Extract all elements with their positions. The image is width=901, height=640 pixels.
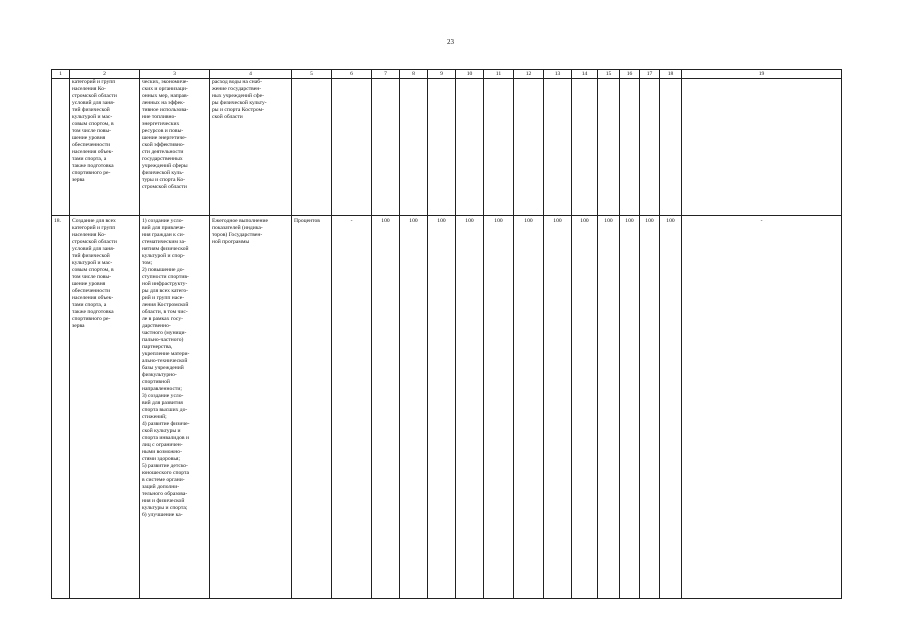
goal-cell: Создание для всех категорий и групп населения Ко- стромской области условий для заня- тий физической культурой и мас- совым спортом, в том числе повы- шение уровня обеспеченности населения объек- тами спорта, а также подготовка спортивного ре- зерва (70, 216, 140, 599)
value-cell: 100 (400, 216, 428, 599)
value-cell: 100 (544, 216, 572, 599)
indicator-cell: расход воды на снаб- жение государствен- ных учреждений сфе- ры физической культу- ры и спорта Костром- ской области (210, 79, 292, 216)
value-cell: 100 (456, 216, 484, 599)
col-header: 18 (660, 70, 682, 79)
tasks-cell: ческих, экономиче- ских и организаци- онных мер, направ- ленных на эффек- тивное использова- ние топливно- энергетических ресурсов и повы- шение энергетиче- ской эффективно- сти деятельности государственных учреждений сферы физической куль- туры и спорта Ко- стромской области (140, 79, 210, 216)
col-header: 8 (400, 70, 428, 79)
notes-cell: - (682, 216, 842, 599)
col-header: 9 (428, 70, 456, 79)
col-header: 13 (544, 70, 572, 79)
col-header: 10 (456, 70, 484, 79)
col-header: 1 (52, 70, 70, 79)
col-header: 5 (292, 70, 332, 79)
col-header: 6 (332, 70, 372, 79)
value-cell: 100 (514, 216, 544, 599)
page-number: 23 (447, 38, 454, 46)
value-cell: 100 (572, 216, 598, 599)
value-cell (456, 79, 484, 216)
col-header: 2 (70, 70, 140, 79)
table-row (52, 216, 842, 599)
value-cell: 100 (598, 216, 620, 599)
row-number: 18. (52, 216, 70, 599)
value-cell (640, 79, 660, 216)
value-cell (332, 79, 372, 216)
table-row (52, 79, 842, 216)
value-cell: 100 (484, 216, 514, 599)
value-cell: 100 (660, 216, 682, 599)
col-header: 17 (640, 70, 660, 79)
notes-cell (682, 79, 842, 216)
value-cell: 100 (620, 216, 640, 599)
value-cell (514, 79, 544, 216)
value-cell: 100 (428, 216, 456, 599)
value-cell (544, 79, 572, 216)
value-cell (400, 79, 428, 216)
goal-cell: категорий и групп населения Ко- стромской области условий для заня- тий физической культурой и мас- совым спортом, в том числе повы- шение уровня обеспеченности населения объек- тами спорта, а также подготовка спортивного ре- зерва (70, 79, 140, 216)
col-header: 7 (372, 70, 400, 79)
col-header: 15 (598, 70, 620, 79)
program-table (51, 69, 842, 599)
value-cell (620, 79, 640, 216)
row-number (52, 79, 70, 216)
value-cell (598, 79, 620, 216)
value-cell: - (332, 216, 372, 599)
value-cell (572, 79, 598, 216)
col-header: 19 (682, 70, 842, 79)
value-cell: 100 (640, 216, 660, 599)
value-cell (428, 79, 456, 216)
value-cell: 100 (372, 216, 400, 599)
value-cell (372, 79, 400, 216)
col-header: 3 (140, 70, 210, 79)
tasks-cell: 1) создание усло- вий для привлече- ния граждан к си- стематическим за- нятиям физической культурой и спор- том; 2) повышение до- ступности спортив- ной инфраструкту- ры для всех катего- рий и групп насе- ления Костромской области, в том чис- ле в рамках госу- дарственно- частного (муници- пально-частного) партнерства, укрепление матери- ально-технической базы учреждений физкультурно- спортивной направленности; 3) создание усло- вий для развития спорта высших до- стижений; 4) развитие физиче- ской культуры и спорта инвалидов и лиц с ограничен- ными возможно- стями здоровья; 5) развитие детско- юношеского спорта в системе органи- заций дополни- тельного образова- ния и физической культуры и спорта; 6) улучшение ка- (140, 216, 210, 599)
col-header: 12 (514, 70, 544, 79)
value-cell (484, 79, 514, 216)
header-row (52, 70, 842, 79)
col-header: 4 (210, 70, 292, 79)
indicator-cell: Ежегодное выполнение показателей (индика- торов) Государствен- ной программы (210, 216, 292, 599)
unit-cell (292, 79, 332, 216)
col-header: 16 (620, 70, 640, 79)
col-header: 14 (572, 70, 598, 79)
unit-cell: Процентов (292, 216, 332, 599)
value-cell (660, 79, 682, 216)
col-header: 11 (484, 70, 514, 79)
